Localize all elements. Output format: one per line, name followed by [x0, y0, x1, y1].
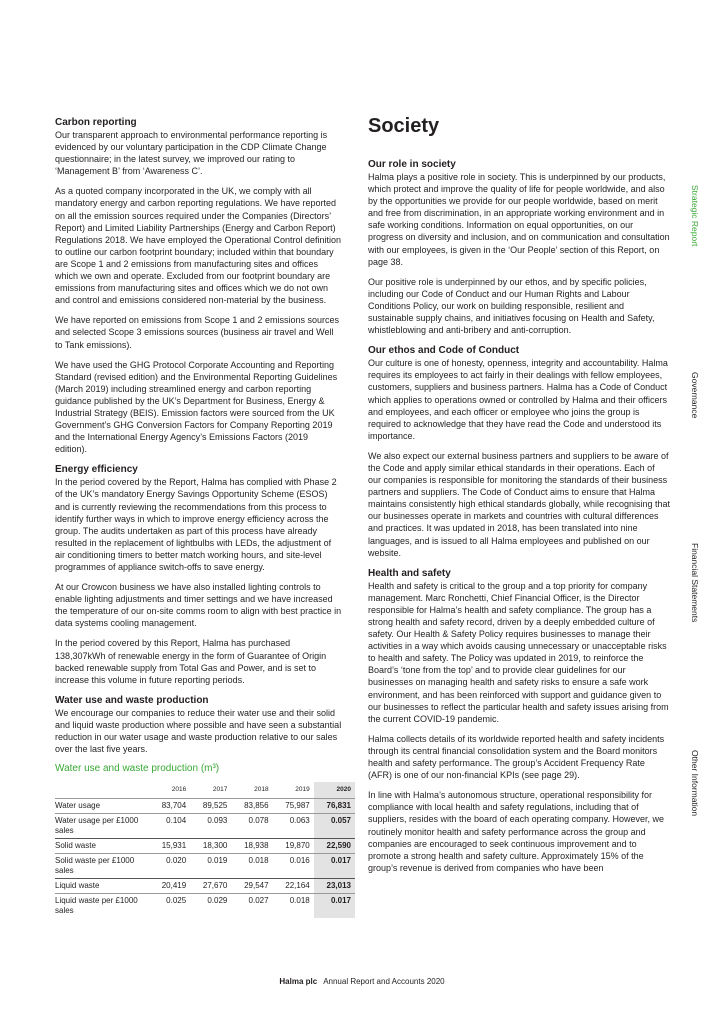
health-safety-paragraph-3: In line with Halma’s autonomous structure, operational responsibility for compliance with local health and safety regulations, including that of suppliers, resides with the board of each operating company. However, we routinely monitor health and safety performance across the group and companies are encouraged to seek continuous improvement and to promote a strong health and safety culture. Approximately 15% of the group’s revenue is derived from companies who have been	[368, 790, 664, 873]
table-cell: 83,856	[231, 799, 272, 814]
table-row	[55, 814, 355, 839]
table-cell: 19,870	[273, 839, 314, 854]
ethos-paragraph-2: We also expect our external business partners and suppliers to be aware of the Code and apply similar ethical standards in their operations. Each of our companies is responsible for monitoring the standards of their business partners and suppliers. The Code of Conduct aims to ensure that Halma maintains consistently high ethical standards globally, while recognising that our businesses operate in markets and countries with cultural differences and practices. It was updated in 2018, has been translated into nine languages, and is issued to all Halma employees and published on our website.	[368, 450, 671, 558]
table-row	[55, 854, 355, 879]
table-cell: 18,300	[190, 839, 231, 854]
role-paragraph-2: Our positive role is underpinned by our ethos, and by specific policies, including our Code of Conduct and our Human Rights and Labour Conditions Policy, our work on building responsible, resilient and sustainable supply chains, and initiatives focusing on Health and Safety, whistleblowing and anti-bribery and anti-corruption.	[368, 276, 655, 336]
table-cell: 0.020	[149, 854, 190, 879]
table-cell-current: 23,013	[314, 879, 355, 894]
side-tab-governance[interactable]: Governance	[690, 372, 700, 419]
energy-paragraph-1: In the period covered by the Report, Halma has complied with Phase 2 of the UK’s mandatory Energy Savings Opportunity Scheme (ESOS) and is currently reviewing the recommendations from this process to identify further ways in which to improve energy efficiency across the group. The audits undertaken as part of this process have already resulted in the replacement of lightbulbs with LEDs, the adjustment of air conditioning timers to better match working hours, and site-level programmes of appliance switch-offs to save energy.	[55, 477, 337, 572]
table-cell: 0.025	[149, 894, 190, 919]
table-row	[55, 879, 355, 894]
footer-report-title: Annual Report and Accounts 2020	[323, 977, 445, 986]
table-cell: 22,164	[273, 879, 314, 894]
row-label: Solid waste per £1000 sales	[55, 854, 149, 879]
left-column	[55, 116, 351, 918]
table-cell-current: 76,831	[314, 799, 355, 814]
row-label: Liquid waste per £1000 sales	[55, 894, 149, 919]
table-cell-current: 0.057	[314, 814, 355, 839]
year-header: 2019	[295, 786, 310, 794]
carbon-paragraph-2: As a quoted company incorporated in the UK, we comply with all mandatory energy and carbon reporting regulations. We have reported on all the emission sources required under the Companies (Directors’ Report) and Limited Liability Partnerships (Energy and Carbon Report) Regulations 2018. We have employed the Operational Control definition to outline our carbon footprint boundary; included within that boundary are Scope 1 and 2 emissions from manufacturing sites and offices which we own and operate. Excluded from our footprint boundary are emissions from manufacturing sites and offices which we do not own and control and emissions considered non-material by the business.	[55, 186, 342, 306]
carbon-paragraph-1: Our transparent approach to environmental performance reporting is evidenced by our voluntary participation in the CDP Climate Change questionnaire; in the latest survey, we improved our rating to ‘Management B’ from ‘Awareness C’.	[55, 130, 328, 177]
health-safety-paragraph-1: Health and safety is critical to the group and a top priority for company management. Marc Ronchetti, Chief Financial Officer, is the Director responsible for Halma’s health and safety compliance. The group has a strong health and safety record, driven by a deeply embedded culture of safety. Our Health & Safety Policy requires businesses to manage their activities in a way which avoids causing unnecessary or unacceptable risks to health and safety. The Policy was updated in 2019, to reinforce the Board’s ‘tone from the top’ and to provide clear guidelines for our businesses on managing health and safety risks to ensure a safe work environment, and has been reinforced with support and guidance given to our businesses to reflect the particular health and safety issues arising from the current COVID-19 pandemic.	[368, 580, 669, 724]
table-cell: 29,547	[231, 879, 272, 894]
year-header-current: 2020	[314, 782, 355, 799]
table-cell: 83,704	[149, 799, 190, 814]
year-header: 2016	[171, 786, 187, 794]
table-cell: 15,931	[149, 839, 190, 854]
table-cell: 0.018	[273, 894, 314, 919]
table-cell: 0.019	[190, 854, 231, 879]
table-cell: 0.104	[149, 814, 190, 839]
water-paragraph-1: We encourage our companies to reduce their water use and their solid and liquid waste production where possible and have seen a substantial reduction in our water usage and waste production relative to our sales over the last five years.	[55, 707, 342, 755]
table-cell: 0.078	[231, 814, 272, 839]
table-cell: 20,419	[149, 879, 190, 894]
side-tab-strategic-report[interactable]: Strategic Report	[690, 185, 700, 247]
table-header-row	[55, 782, 355, 799]
ethos-heading: Our ethos and Code of Conduct	[368, 345, 520, 357]
table-cell: 0.018	[231, 854, 272, 879]
table-cell: 27,670	[190, 879, 231, 894]
year-header: 2017	[212, 786, 228, 794]
carbon-paragraph-4: We have used the GHG Protocol Corporate Accounting and Reporting Standard (revised edition) and the Environmental Reporting Guidelines (March 2019) including streamlined energy and carbon reporting guidance published by the UK’s Department for Business, Energy & Industrial Strategy (BEIS). Emission factors were sourced from the UK Government’s GHG Conversion Factors for Company Reporting 2019 and the International Energy Agency’s Emissions Factors (2019 edition).	[55, 359, 338, 455]
row-label: Solid waste	[55, 839, 149, 854]
role-paragraph-1: Halma plays a positive role in society. This is underpinned by our products, which protect and improve the quality of life for people worldwide, and also by the opportunities we provide for our people worldwide, based on merit and free from discrimination, in an appropriate working environment and in safe working conditions. Information on equal opportunities, on our progress on diversity and inclusion, and on communication and consultation with our employees, is given in the ‘Our People’ section of this Report, on page 38.	[368, 172, 670, 267]
carbon-reporting-heading: Carbon reporting	[55, 117, 137, 128]
table-cell-current: 0.017	[314, 854, 355, 879]
table-row	[55, 799, 355, 814]
ethos-paragraph-1: Our culture is one of honesty, openness, integrity and accountability. Halma requires its employees to act fairly in their dealings with fellow employees, customers, suppliers and business partners. Halma has a Code of Conduct which applies to operations owned or controlled by Halma and their officers and employees, and each officer or employee who joins the group is required to acknowledge that they have read the Code and understood its importance.	[368, 358, 668, 441]
page-title: Society	[368, 115, 440, 137]
table-cell: 18,938	[231, 839, 272, 854]
side-tab-financial-statements[interactable]: Financial Statements	[690, 543, 700, 623]
energy-paragraph-3: In the period covered by this Report, Halma has purchased 138,307kWh of renewable energy in the form of Guarantee of Origin backed renewable supply from Total Gas and Power, and is set to increase this volume in future reporting periods.	[55, 638, 327, 685]
row-label: Liquid waste	[55, 879, 149, 894]
energy-paragraph-2: At our Crowcon business we have also installed lighting controls to enable lighting adjustments and timer settings and we have increased the temperature of our on-site comms room to align with best practice in data systems cooling management.	[55, 582, 342, 629]
health-safety-paragraph-2: Halma collects details of its worldwide reported health and safety incidents through its central financial consolidation system and the Board monitors health and safety performance. The group’s Accident Frequency Rate (AFR) is one of our non-financial KPIs (see page 29).	[368, 733, 665, 781]
energy-efficiency-heading: Energy efficiency	[55, 464, 138, 476]
water-waste-table	[55, 782, 355, 918]
health-safety-heading: Health and safety	[368, 567, 451, 579]
water-table-title: Water use and waste production (m³)	[55, 763, 220, 775]
table-row	[55, 894, 355, 919]
table-cell: 89,525	[190, 799, 231, 814]
table-row	[55, 839, 355, 854]
row-label: Water usage per £1000 sales	[55, 814, 149, 839]
table-corner	[55, 782, 149, 799]
table-cell-current: 22,590	[314, 839, 355, 854]
year-header: 2018	[254, 786, 269, 794]
table-cell-current: 0.017	[314, 894, 355, 919]
carbon-paragraph-3: We have reported on emissions from Scope 1 and 2 emissions sources and selected Scope 3 emissions sources (business air travel and Well to Tank emissions).	[55, 315, 339, 350]
right-column	[368, 116, 670, 882]
table-cell: 0.093	[190, 814, 231, 839]
role-in-society-heading: Our role in society	[368, 159, 456, 170]
table-cell: 0.029	[190, 894, 231, 919]
footer-company: Halma plc	[279, 977, 318, 986]
water-waste-heading: Water use and waste production	[55, 694, 209, 706]
row-label: Water usage	[55, 799, 149, 814]
table-cell: 75,987	[273, 799, 314, 814]
table-cell: 0.063	[273, 814, 314, 839]
table-cell: 0.027	[231, 894, 272, 919]
page-footer	[0, 977, 724, 986]
side-tab-other-information[interactable]: Other Information	[690, 750, 700, 817]
table-cell: 0.016	[273, 854, 314, 879]
